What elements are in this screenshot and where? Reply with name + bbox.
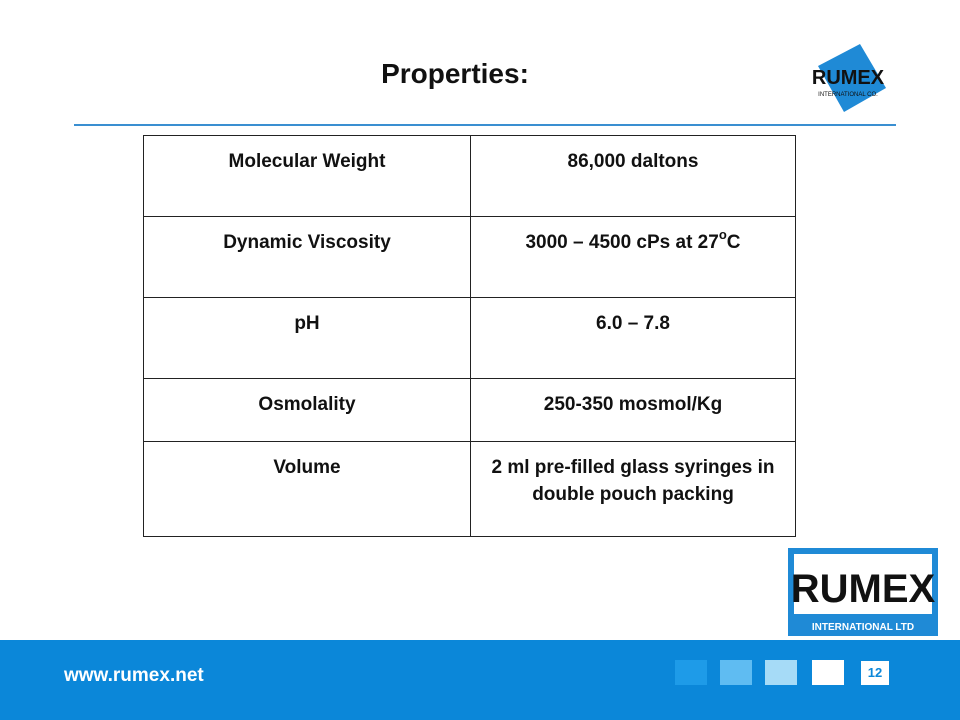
table-row: [144, 217, 796, 298]
value-cell: 6.0 – 7.8: [471, 298, 796, 379]
property-cell: Volume: [144, 442, 471, 537]
rumex-logo-large: [788, 548, 938, 636]
table-row: [144, 379, 796, 442]
value-cell: 2 ml pre-filled glass syringes in double pouch packing: [471, 442, 796, 537]
logo-small-wordmark: RUMEX: [811, 67, 885, 89]
logo-large-wordmark: RUMEX: [790, 567, 936, 611]
property-cell: pH: [144, 298, 471, 379]
logo-large-subtitle: INTERNATIONAL LTD: [811, 622, 915, 633]
table-row: [144, 136, 796, 217]
property-cell: Molecular Weight: [144, 136, 471, 217]
footer-square-1: [675, 660, 707, 685]
footer-website-link[interactable]: www.rumex.net: [64, 665, 204, 686]
table-row: [144, 298, 796, 379]
value-cell: 86,000 daltons: [471, 136, 796, 217]
property-cell: Osmolality: [144, 379, 471, 442]
degree-superscript: o: [718, 226, 727, 242]
footer-square-4: [812, 660, 844, 685]
table-row: [144, 442, 796, 537]
value-cell: 250-350 mosmol/Kg: [471, 379, 796, 442]
footer-square-3: [765, 660, 797, 685]
logo-small-subtitle: INTERNATIONAL CO.: [818, 92, 878, 98]
properties-table: [143, 135, 796, 537]
footer-square-2: [720, 660, 752, 685]
value-cell: [471, 217, 796, 298]
value-text: 3000 – 4500 cPs at 27: [525, 232, 719, 253]
slide-title: Properties:: [381, 58, 529, 89]
rumex-logo-small: [808, 44, 888, 114]
value-unit: C: [726, 232, 741, 253]
page-number: 12: [861, 661, 889, 685]
title-divider: [74, 124, 896, 126]
property-cell: Dynamic Viscosity: [144, 217, 471, 298]
